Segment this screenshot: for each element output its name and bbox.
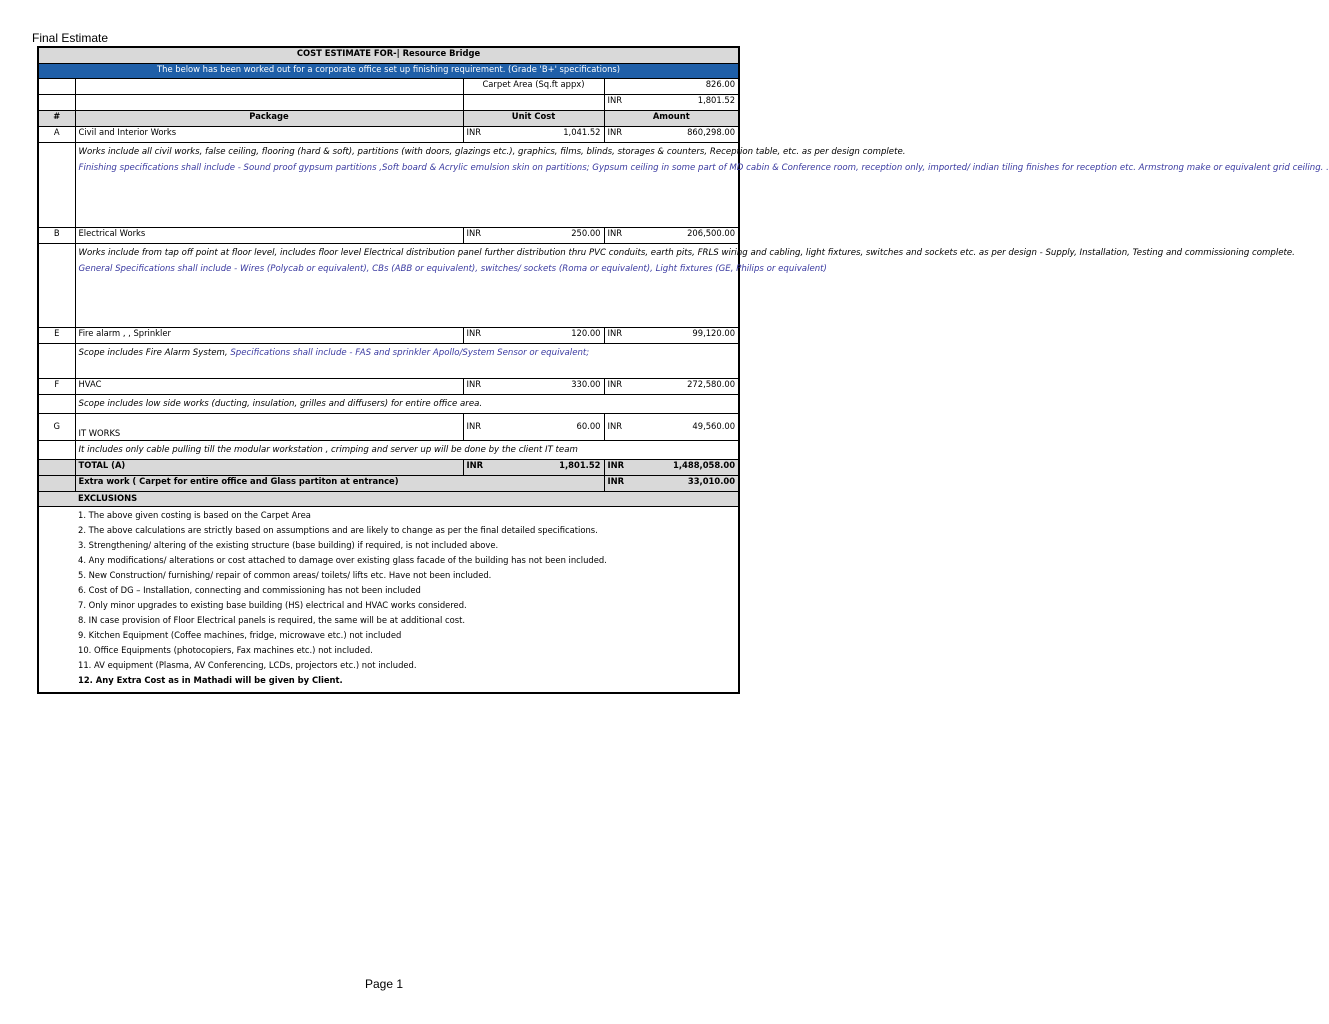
col-header-unit-cost: Unit Cost	[463, 111, 604, 127]
carpet-area-label: Carpet Area (Sq.ft appx)	[463, 79, 604, 95]
amount-value: 49,560.00	[692, 421, 736, 432]
unit-value: 1,041.52	[563, 127, 601, 137]
amount-currency: INR	[607, 127, 623, 137]
cost-estimate-table	[37, 46, 1329, 694]
blank-cell	[38, 395, 75, 414]
unit-currency: INR	[466, 328, 482, 338]
row-package: IT WORKS	[75, 414, 463, 441]
unit-currency: INR	[466, 421, 482, 432]
blank-cell	[38, 476, 75, 492]
carpet-area-value: 826.00	[604, 79, 739, 95]
row-amount	[604, 127, 739, 143]
desc-spec: Specifications shall include - FAS and sprinkler Apollo/System Sensor or equivalent;	[230, 348, 590, 358]
blank-cell	[38, 95, 75, 111]
rate-value: 1,801.52	[697, 95, 736, 105]
row-description	[75, 395, 739, 414]
rate-cell	[604, 95, 739, 111]
exclusion-item: 5. New Construction/ furnishing/ repair of common areas/ toilets/ lifts etc. Have not been included.	[78, 570, 492, 580]
row-description	[75, 244, 1295, 328]
exclusions-list	[38, 507, 739, 694]
blank-cell	[38, 143, 75, 228]
table-row	[38, 127, 739, 143]
extra-amount-value: 33,010.00	[687, 476, 736, 486]
blank-cell	[38, 79, 75, 95]
desc-text: Works include from tap off point at floor level, includes floor level Electrical distribution panel further distribution thru PVC conduits, earth pits, FRLS wiring and cabling, light fixtures, switches and sockets etc. as per design - Supply, Installation, Testing and commissioning complete.	[78, 248, 1295, 258]
amount-value: 99,120.00	[692, 328, 736, 338]
unit-value: 250.00	[571, 228, 601, 238]
row-description	[75, 143, 1329, 228]
desc-text: It includes only cable pulling till the modular workstation , crimping and server up will be done by the client IT team	[78, 445, 578, 455]
desc-spec: General Specifications shall include - Wires (Polycab or equivalent), CBs (ABB or equivalent), switches/ sockets (Roma or equivalent), Light fixtures (GE, Philips or equivalent)	[78, 264, 827, 274]
row-unit-cost	[463, 379, 604, 395]
row-package: Electrical Works	[75, 228, 463, 244]
row-package: HVAC	[75, 379, 463, 395]
blank-cell	[463, 95, 604, 111]
row-unit-cost	[463, 414, 604, 441]
amount-value: 206,500.00	[687, 228, 736, 238]
document-title: Final Estimate	[32, 31, 109, 45]
row-description	[75, 441, 739, 460]
row-id: E	[38, 328, 75, 344]
desc-text: Scope includes low side works (ducting, insulation, grilles and diffusers) for entire office area.	[78, 399, 483, 409]
desc-text: Works include all civil works, false ceiling, flooring (hard & soft), partitions (with doors, glazings etc.), graphics, films, blinds, storages & counters, Reception table, etc. as per design complete.	[78, 147, 906, 157]
blank-cell	[38, 441, 75, 460]
row-id: B	[38, 228, 75, 244]
exclusion-item: 7. Only minor upgrades to existing base building (HS) electrical and HVAC works considered.	[78, 600, 467, 610]
unit-value: 120.00	[571, 328, 601, 338]
total-amount	[604, 460, 739, 476]
scope-banner: The below has been worked out for a corporate office set up finishing requirement. (Grade 'B+' specifications)	[38, 64, 739, 79]
row-unit-cost	[463, 328, 604, 344]
exclusion-item: 3. Strengthening/ altering of the existing structure (base building) if required, is not included above.	[78, 540, 499, 550]
total-unit-value: 1,801.52	[559, 460, 601, 470]
table-row	[38, 379, 739, 395]
row-description	[75, 344, 739, 379]
total-row	[38, 460, 739, 476]
amount-value: 272,580.00	[687, 379, 736, 389]
exclusion-item: 9. Kitchen Equipment (Coffee machines, fridge, microwave etc.) not included	[78, 630, 402, 640]
table-row	[38, 328, 739, 344]
row-id: F	[38, 379, 75, 395]
amount-currency: INR	[607, 328, 623, 338]
row-amount	[604, 379, 739, 395]
rate-currency: INR	[607, 95, 623, 105]
exclusion-item: 2. The above calculations are strictly based on assumptions and are likely to change as per the final detailed specifications.	[78, 525, 598, 535]
row-id: A	[38, 127, 75, 143]
total-amount-currency: INR	[607, 460, 625, 470]
extra-amount-currency: INR	[607, 476, 625, 486]
desc-text: Scope includes Fire Alarm System,	[78, 348, 231, 358]
table-row	[38, 414, 739, 441]
total-unit-currency: INR	[466, 460, 484, 470]
row-amount	[604, 228, 739, 244]
table-row	[38, 228, 739, 244]
unit-currency: INR	[466, 127, 482, 137]
page-number: Page 1	[364, 977, 404, 991]
blank-cell	[75, 79, 463, 95]
unit-value: 60.00	[576, 421, 601, 432]
row-package: Civil and Interior Works	[75, 127, 463, 143]
total-label: TOTAL (A)	[75, 460, 463, 476]
extra-work-label: Extra work ( Carpet for entire office and Glass partiton at entrance)	[75, 476, 604, 492]
exclusions-title: EXCLUSIONS	[38, 492, 739, 507]
col-header-package: Package	[75, 111, 463, 127]
desc-spec: Finishing specifications shall include - Sound proof gypsum partitions ,Soft board & Acrylic emulsion skin on partitions; Gypsum ceiling in some part of MD cabin & Conference room, reception only, imported/ indian tiling finishes for reception etc. Armstrong make or equivalent grid ceiling. .	[78, 163, 1329, 173]
col-header-amount: Amount	[604, 111, 739, 127]
total-amount-value: 1,488,058.00	[673, 460, 736, 470]
extra-amount	[604, 476, 739, 492]
amount-currency: INR	[607, 379, 623, 389]
row-amount	[604, 414, 739, 441]
unit-value: 330.00	[571, 379, 601, 389]
exclusion-item: 1. The above given costing is based on the Carpet Area	[78, 510, 311, 520]
exclusion-item: 10. Office Equipments (photocopiers, Fax machines etc.) not included.	[78, 645, 373, 655]
estimate-title: COST ESTIMATE FOR-| Resource Bridge	[38, 47, 739, 64]
row-unit-cost	[463, 228, 604, 244]
unit-currency: INR	[466, 379, 482, 389]
blank-cell	[75, 95, 463, 111]
row-amount	[604, 328, 739, 344]
exclusion-item: 6. Cost of DG – Installation, connecting and commissioning has not been included	[78, 585, 421, 595]
amount-value: 860,298.00	[687, 127, 736, 137]
exclusion-item: 11. AV equipment (Plasma, AV Conferencing, LCDs, projectors etc.) not included.	[78, 660, 417, 670]
row-package: Fire alarm , , Sprinkler	[75, 328, 463, 344]
blank-cell	[38, 244, 75, 328]
exclusion-item: 4. Any modifications/ alterations or cost attached to damage over existing glass facade of the building has not been included.	[78, 555, 607, 565]
row-id: G	[38, 414, 75, 441]
extra-work-row	[38, 476, 739, 492]
col-header-num: #	[38, 111, 75, 127]
blank-cell	[38, 460, 75, 476]
unit-currency: INR	[466, 228, 482, 238]
blank-cell	[38, 344, 75, 379]
total-unit-cost	[463, 460, 604, 476]
amount-currency: INR	[607, 228, 623, 238]
exclusion-item: 8. IN case provision of Floor Electrical panels is required, the same will be at additional cost.	[78, 615, 466, 625]
amount-currency: INR	[607, 421, 623, 432]
exclusion-item: 12. Any Extra Cost as in Mathadi will be given by Client.	[78, 675, 343, 685]
row-unit-cost	[463, 127, 604, 143]
